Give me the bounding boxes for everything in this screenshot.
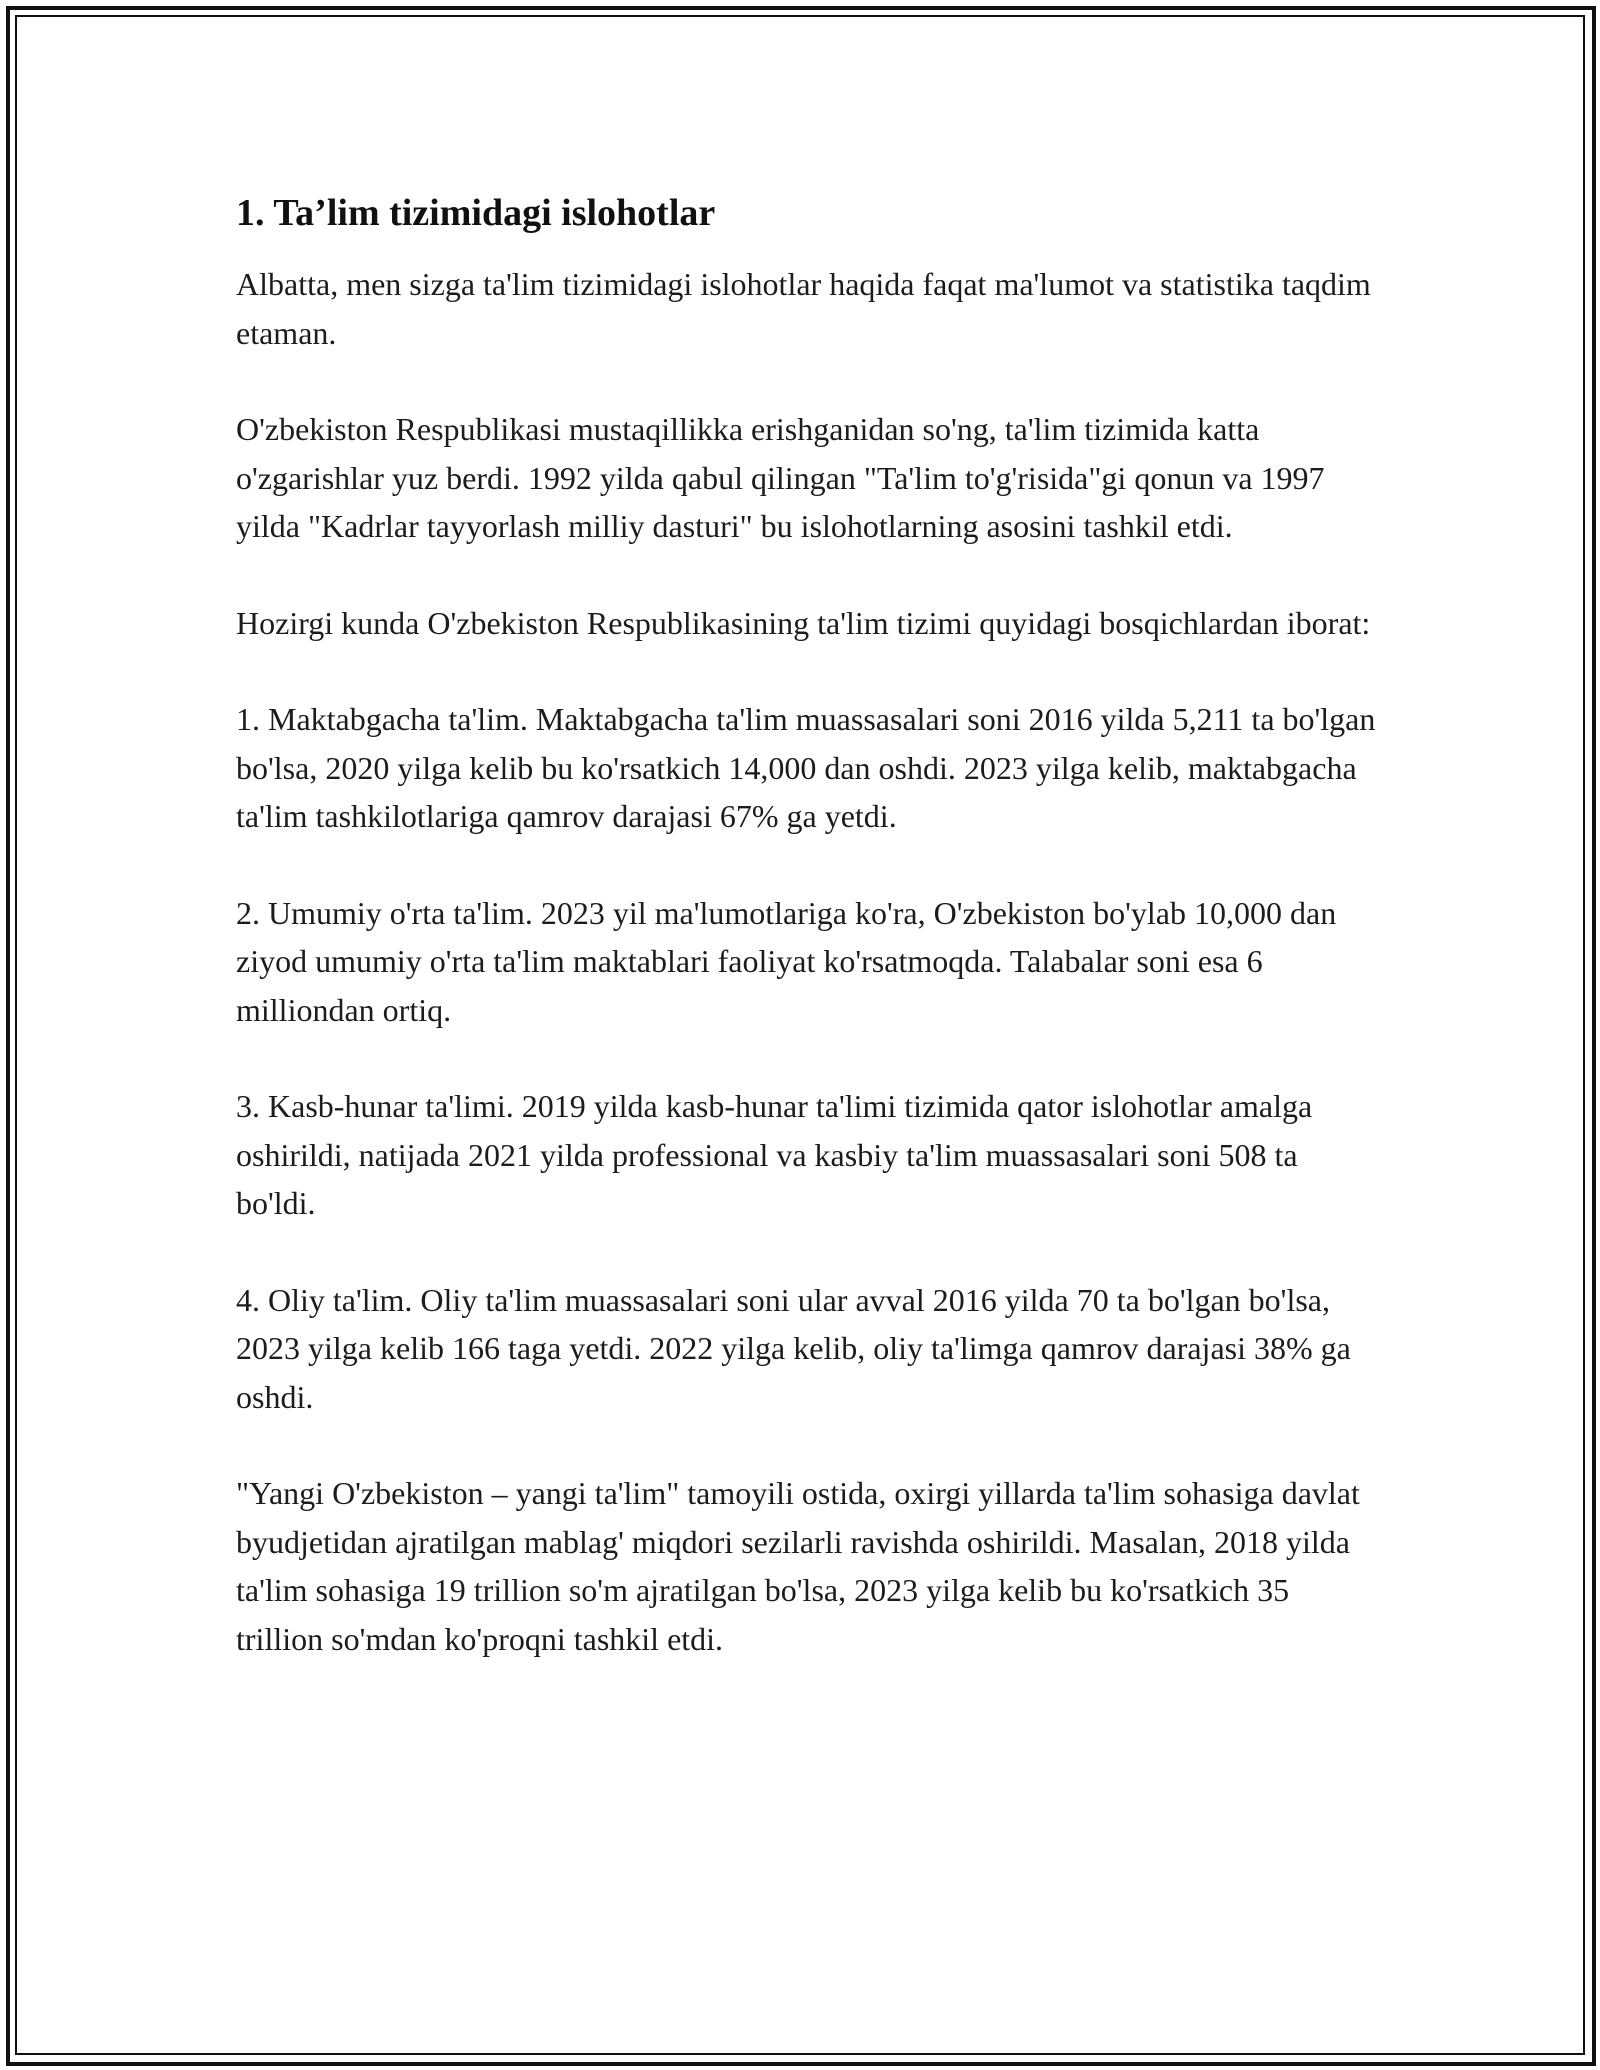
paragraph-history: O'zbekiston Respublikasi mustaqillikka erishganidan so'ng, ta'lim tizimida katta o'zgarishlar yuz berdi. 1992 yilda qabul qilingan "Ta'lim to'g'risida"gi qonun va 1997 yilda "Kadrlar tayyorlash milliy dasturi" bu islohotlarning asosini tashkil etdi. [236,411,1325,544]
document-body [236,188,1376,1711]
paragraph-budget: "Yangi O'zbekiston – yangi ta'lim" tamoyili ostida, oxirgi yillarda ta'lim sohasiga davlat byudjetidan ajratilgan mablag' miqdori sezilarli ravishda oshirildi. Masalan, 2018 yilda ta'lim sohasiga 19 trillion so'm ajratilgan bo'lsa, 2023 yilga kelib bu ko'rsatkich 35 trillion so'mdan ko'proqni tashkil etdi. [236,1475,1360,1657]
paragraph-preschool: 1. Maktabgacha ta'lim. Maktabgacha ta'lim muassasalari soni 2016 yilda 5,211 ta bo'lgan bo'lsa, 2020 yilga kelib bu ko'rsatkich 14,000 dan oshdi. 2023 yilga kelib, maktabgacha ta'lim tashkilotlariga qamrov darajasi 67% ga yetdi. [236,701,1376,834]
paragraph-higher: 4. Oliy ta'lim. Oliy ta'lim muassasalari soni ular avval 2016 yilda 70 ta bo'lgan bo'lsa, 2023 yilga kelib 166 taga yetdi. 2022 yilga kelib, oliy ta'limga qamrov darajasi 38% ga oshdi. [236,1281,1351,1415]
paragraph-vocational: 3. Kasb-hunar ta'limi. 2019 yilda kasb-hunar ta'limi tizimida qator islohotlar amalga oshirildi, natijada 2021 yilda professional va kasbiy ta'lim muassasalari soni 508 ta bo'ldi. [236,1088,1313,1221]
paragraph-secondary: 2. Umumiy o'rta ta'lim. 2023 yil ma'lumotlariga ko'ra, O'zbekiston bo'ylab 10,000 dan ziyod umumiy o'rta ta'lim maktablari faoliyat ko'rsatmoqda. Talabalar soni esa 6 milliondan ortiq. [236,894,1337,1028]
paragraph-intro: Albatta, men sizga ta'lim tizimidagi islohotlar haqida faqat ma'lumot va statistika taqdim etaman. [236,266,1371,351]
paragraph-stages-intro: Hozirgi kunda O'zbekiston Respublikasining ta'lim tizimi quyidagi bosqichlardan iborat: [236,604,1371,641]
section-heading: 1. Ta’lim tizimidagi islohotlar [236,192,716,234]
